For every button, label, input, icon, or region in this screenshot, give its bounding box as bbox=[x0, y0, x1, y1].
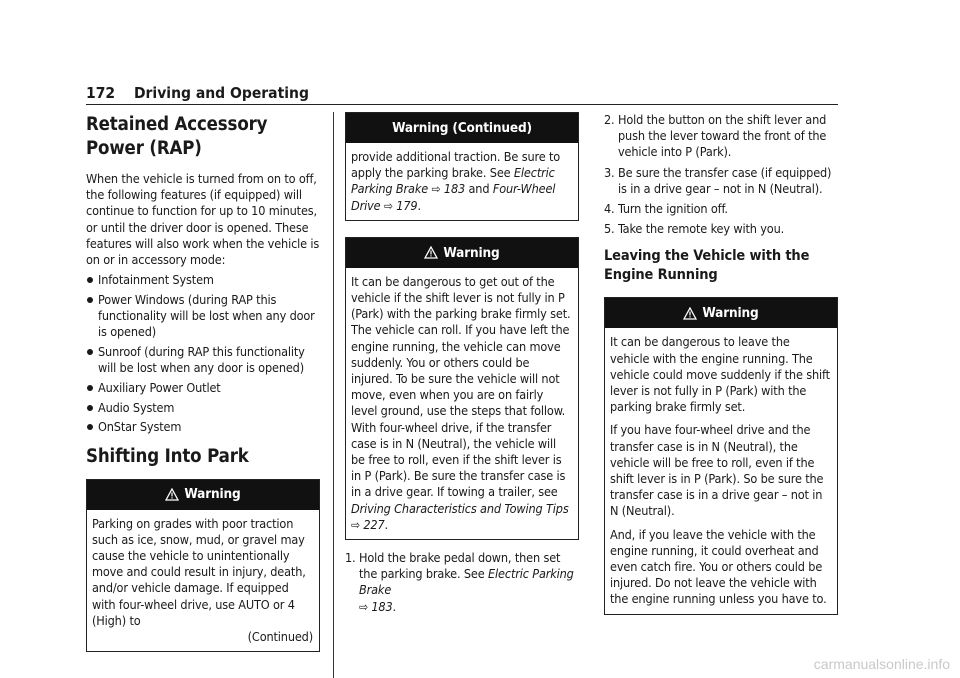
page-ref[interactable]: 179 bbox=[396, 197, 418, 213]
column-right bbox=[604, 112, 838, 615]
warning-title-bar bbox=[346, 113, 578, 143]
cross-reference-link[interactable]: Electric Parking Brake bbox=[351, 165, 555, 197]
warning-text: It can be dangerous to get out of the vehicle if the shift lever is not fully in P (Park) with the parking brake firmly set. The vehicle can roll. If you have left the engine running, the vehicle can move suddenly. You or others could be injured. To be sure the vehicle will not move, even when you are on fairly level ground, use the steps that follow. With four-wheel drive, if the transfer case is in N (Neutral), the vehicle will be free to roll, even if the shift lever is in P (Park). Be sure the transfer case is in a drive gear. If towing a trailer, see Driving Characteristics and Towing Tips ⇨ 227. bbox=[351, 273, 571, 532]
page-ref-icon: ⇨ bbox=[431, 182, 441, 197]
column-left bbox=[86, 112, 320, 652]
column-divider bbox=[333, 112, 334, 678]
shifting-heading: Shifting Into Park bbox=[86, 445, 249, 467]
warning-box bbox=[604, 297, 838, 614]
cross-reference-link[interactable]: Electric Parking Brake bbox=[359, 566, 574, 598]
page-ref-icon: ⇨ bbox=[351, 517, 360, 532]
warning-continued-box bbox=[345, 112, 579, 221]
list-item: OnStar System bbox=[86, 419, 320, 435]
cross-reference-link[interactable]: Four-Wheel Drive bbox=[351, 181, 556, 213]
steps-list-continued bbox=[604, 112, 838, 237]
rap-intro: When the vehicle is turned from on to off, the following features (if equipped) will continue to function for up to 10 minutes, or until the driver door is opened. These features will also work when the vehicle is on or in accessory mode: bbox=[86, 171, 320, 268]
page-header bbox=[86, 82, 838, 105]
rap-heading: Retained Accessory Power (RAP) bbox=[86, 114, 268, 159]
warning-title-bar bbox=[605, 298, 837, 328]
list-item: 2. Hold the button on the shift lever and push the lever toward the front of the vehicle into P (Park). bbox=[604, 112, 827, 160]
warning-title: Warning bbox=[702, 305, 759, 322]
warning-text: provide additional traction. Be sure to apply the parking brake. See Electric Parking Brake ⇨ 183 and Four-Wheel Drive ⇨ 179. bbox=[351, 149, 561, 213]
warning-icon bbox=[683, 307, 697, 320]
watermark: carmanualsonline.info bbox=[813, 656, 950, 672]
list-item: Sunroof (during RAP this functionality will be lost when any door is opened) bbox=[86, 344, 320, 376]
list-item: Audio System bbox=[86, 400, 320, 416]
steps-list bbox=[345, 550, 579, 615]
section-title: Driving and Operating bbox=[133, 84, 309, 102]
warning-box bbox=[86, 479, 320, 653]
cross-reference-link[interactable]: Driving Characteristics and Towing Tips bbox=[351, 500, 569, 516]
warning-title: Warning bbox=[184, 486, 241, 503]
list-item: 1. Hold the brake pedal down, then set the parking brake. See Electric Parking Brake ⇨ 183. bbox=[345, 550, 574, 614]
page-ref-icon: ⇨ bbox=[383, 198, 393, 213]
column-middle bbox=[345, 112, 579, 619]
continued-label: (Continued) bbox=[247, 628, 313, 644]
list-item: Power Windows (during RAP this functionality will be lost when any door is opened) bbox=[86, 292, 320, 341]
list-item: 3. Be sure the transfer case (if equipped) is in a drive gear – not in N (Neutral). bbox=[604, 164, 832, 196]
warning-box bbox=[345, 237, 579, 540]
list-item: 4. Turn the ignition off. bbox=[604, 201, 728, 217]
list-item: 5. Take the remote key with you. bbox=[604, 221, 785, 237]
warning-text: Parking on grades with poor traction such as ice, snow, mud, or gravel may cause the vehicle to unintentionally move and could result in injury, death, and/or vehicle damage. If equipped with four-wheel drive, use AUTO or 4 (High) to bbox=[92, 515, 306, 628]
leaving-heading: Leaving the Vehicle with the Engine Running bbox=[604, 248, 810, 284]
page-ref[interactable]: 227 bbox=[363, 516, 385, 532]
warning-text: And, if you leave the vehicle with the engine running, it could overheat and even catch fire. You or others could be injured. Do not leave the vehicle with the engine running unless you have to. bbox=[610, 526, 827, 607]
page-number: 172 bbox=[86, 84, 116, 102]
list-item: Auxiliary Power Outlet bbox=[86, 380, 320, 396]
warning-icon bbox=[165, 488, 179, 501]
warning-title: Warning (Continued) bbox=[392, 119, 532, 136]
page-ref[interactable]: 183 bbox=[443, 181, 466, 197]
warning-title-bar bbox=[346, 238, 578, 268]
warning-text: It can be dangerous to leave the vehicle with the engine running. The vehicle could move suddenly if the shift lever is not fully in P (Park) with the parking brake firmly set. bbox=[610, 334, 830, 415]
rap-feature-list bbox=[86, 272, 320, 435]
page-ref-icon: ⇨ bbox=[359, 599, 368, 614]
list-item: Infotainment System bbox=[86, 272, 320, 288]
page-ref[interactable]: 183 bbox=[371, 598, 393, 614]
warning-title-bar bbox=[87, 480, 319, 510]
warning-title: Warning bbox=[443, 244, 500, 261]
warning-icon bbox=[424, 246, 438, 259]
warning-text: If you have four-wheel drive and the transfer case is in N (Neutral), the vehicle will be free to roll, even if the shift lever is in P (Park). So be sure the transfer case is in a drive gear – not in N (Neutral). bbox=[610, 422, 824, 519]
